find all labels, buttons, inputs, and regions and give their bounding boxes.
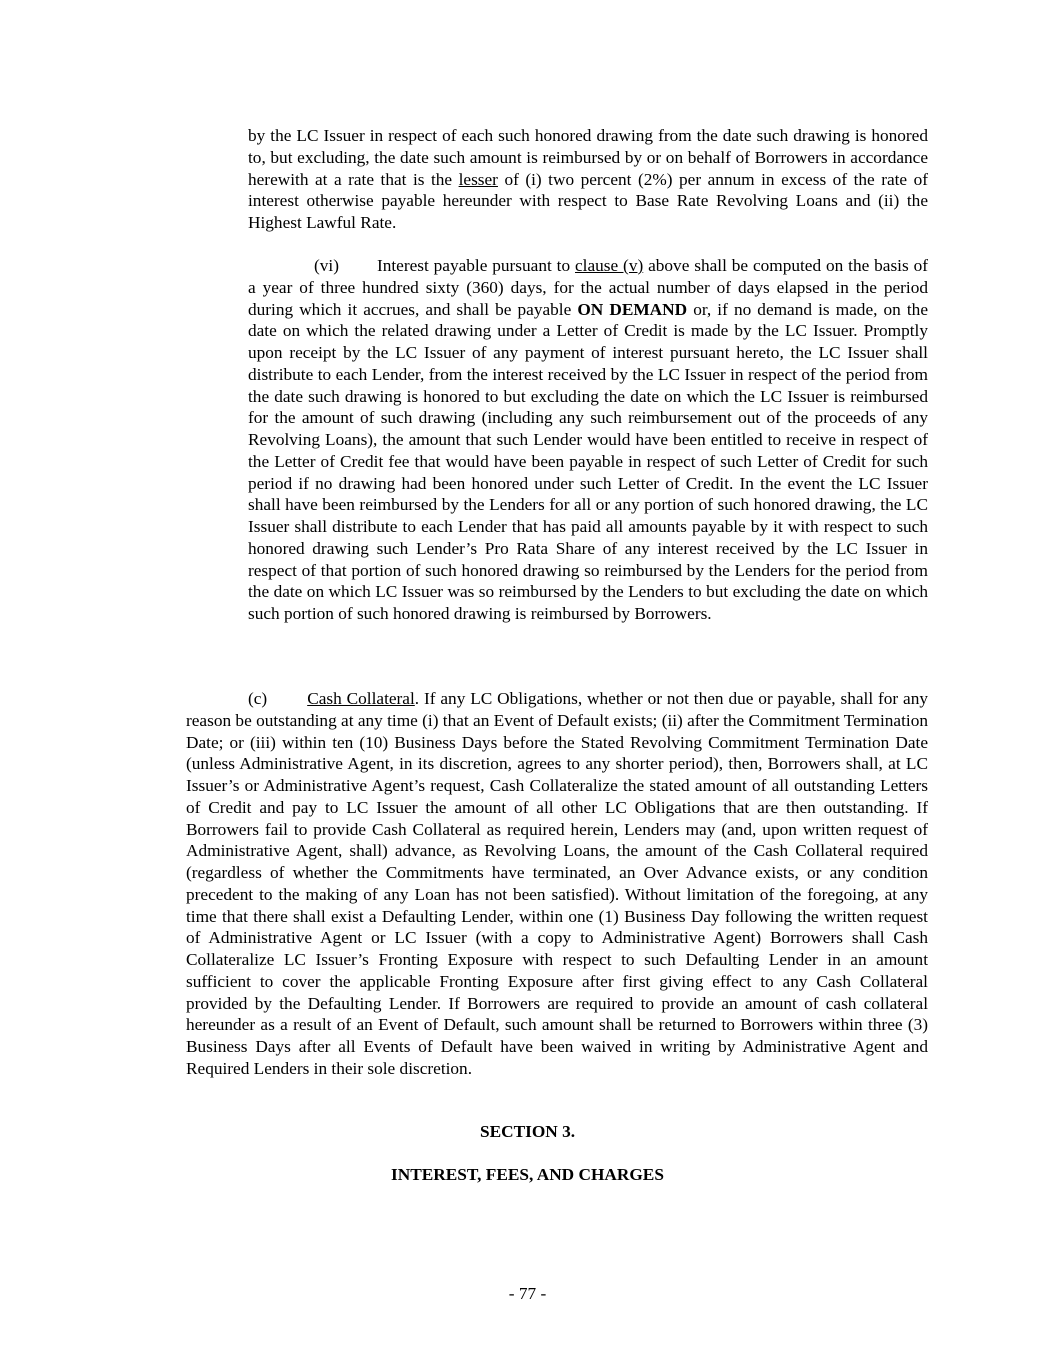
bold-term-on-demand: ON DEMAND (577, 299, 688, 319)
paragraph-number: (c) (248, 689, 268, 708)
paragraph-number: (vi) (314, 256, 339, 275)
clause-reference: clause (v) (575, 256, 644, 275)
paragraph-text: of (i) two percent (2%) per annum in excess of the rate of interest otherwise payable hereunder with respect to Base Rate Revolving Loans and (ii) the Highest Lawful Rate. (248, 169, 928, 232)
section-number: SECTION 3. (479, 1122, 576, 1141)
paragraph-text: by the LC Issuer in respect of each such honored drawing from the date such drawing is honored to, but excluding, the date such amount is reimbursed by or on behalf of Borrowers in accordance herewith at a rate that is the (248, 126, 928, 189)
paragraph-text: above shall be computed on the basis of a year of three hundred sixty (360) days, for the actual number of days elapsed in the period during which it accrues, and shall be payable (248, 256, 928, 319)
page-number: - 77 - (508, 1284, 547, 1303)
underlined-term-lesser: lesser (458, 169, 498, 189)
paragraph-c-cash-collateral (186, 688, 928, 1080)
section-title: INTEREST, FEES, AND CHARGES (391, 1165, 664, 1184)
paragraph-vi (248, 255, 928, 625)
paragraph-text: or, if no demand is made, on the date on which the related drawing under a Letter of Credit is made by the LC Issuer. Promptly upon receipt by the LC Issuer of any payment of interest pursuant hereto, the LC Issuer shall distribute to each Lender, from the interest received by the LC Issuer in respect of the period from the date such drawing is honored to but excluding the date on which the LC Issuer is reimbursed for the amount of such drawing (including any such reimbursement out of the proceeds of any Revolving Loans), the amount that such Lender would have been entitled to receive in respect of the Letter of Credit fee that would have been payable in respect of such Letter of Credit for such period if no drawing had been honored under such Letter of Credit. In the event the LC Issuer shall have been reimbursed by the Lenders for all or any portion of such honored drawing, the LC Issuer shall distribute to each Lender that has paid all amounts payable by it with respect to such honored drawing such Lender’s Pro Rata Share of any interest received by the LC Issuer in respect of that portion of such honored drawing so reimbursed by the Lenders for the period from the date on which LC Issuer was so reimbursed by the Lenders to but excluding the date on which such portion of such honored drawing is reimbursed by Borrowers. (248, 299, 928, 623)
paragraph-title: Cash Collateral (307, 689, 415, 708)
paragraph-v-continuation (248, 125, 928, 234)
paragraph-text: Interest payable pursuant to (376, 256, 575, 275)
paragraph-text: . If any LC Obligations, whether or not then due or payable, shall for any reason be outstanding at any time (i) that an Event of Default exists; (ii) after the Commitment Termination Date; or (iii) within ten (10) Business Days before the Stated Revolving Commitment Termination Date (unless Administrative Agent, in its discretion, agrees to any shorter period), then, Borrowers shall, at LC Issuer’s or Administrative Agent’s request, Cash Collateralize the stated amount of all outstanding Letters of Credit and pay to LC Issuer the amount of all other LC Obligations that are then outstanding. If Borrowers fail to provide Cash Collateral as required herein, Lenders may (and, upon written request of Administrative Agent, shall) advance, as Revolving Loans, the amount of the Cash Collateral required (regardless of whether the Commitments have terminated, an Over Advance exists, or any condition precedent to the making of any Loan has not been satisfied). Without limitation of the foregoing, at any time that there shall exist a Defaulting Lender, within one (1) Business Day following the written request of Administrative Agent or LC Issuer (with a copy to Administrative Agent) Borrowers shall Cash Collateralize LC Issuer’s Fronting Exposure with respect to such Defaulting Lender in an amount sufficient to cover the applicable Fronting Exposure after first giving effect to any Cash Collateral provided by the Defaulting Lender. If Borrowers are required to provide an amount of cash collateral hereunder as a result of an Event of Default, such amount shall be returned to Borrowers within three (3) Business Days after all Events of Default have been waived in writing by Administrative Agent and Required Lenders in their sole discretion. (186, 689, 928, 1078)
